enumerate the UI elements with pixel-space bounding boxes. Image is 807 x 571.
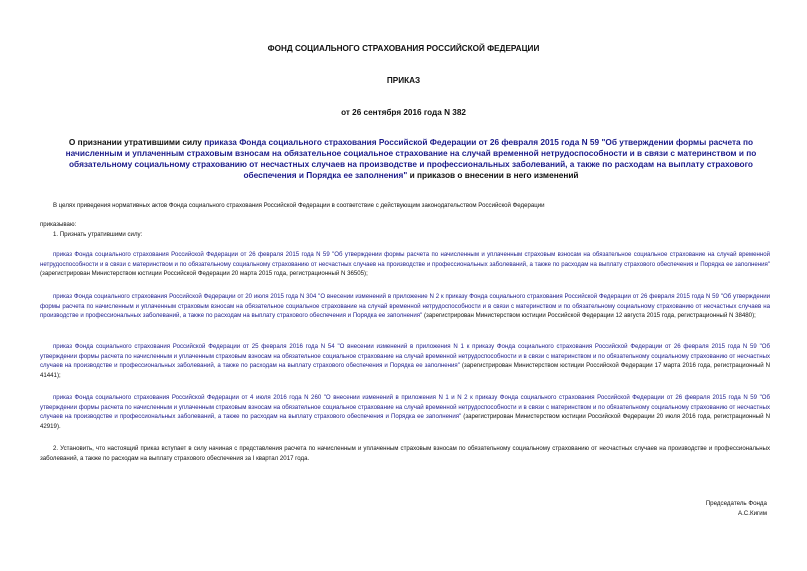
repealed-order-2-link[interactable]: приказ Фонда социального страхования Российской Федерации от 20 июля 2015 года N 304 "О внесении изменений в приложение N 2 к приказу Фонда социального страхования Российской Федерации от 26 февраля 2015 года N 59 "Об утверждении формы расчета по начисленным и уплаченным страховым взносам на обязательное социальное страхование на случай временной нетрудоспособности и в связи с материнством и по обязательному социальному страхованию от несчастных случаев на производстве и профессиональных заболеваний, а также по расходам на выплату страхового обеспечения и Порядка ее заполнения" (40, 293, 770, 319)
repealed-order-2 (40, 292, 770, 321)
signer-position: Председатель Фонда (705, 500, 767, 507)
title-suffix: и приказов о внесении в него изменений (407, 170, 579, 180)
repealed-order-1-link[interactable]: приказ Фонда социального страхования Российской Федерации от 26 февраля 2015 года N 59 "Об утверждении формы расчета по начисленным и уплаченным страховым взносам на обязательное социальное страхование на случай временной нетрудоспособности и в связи с материнством и по обязательному социальному страхованию от несчастных случаев на производстве и профессиональных заболеваний, а также по расходам на выплату страхового обеспечения и Порядка ее заполнения" (40, 251, 770, 268)
signature-block (706, 499, 767, 518)
repealed-order-4-link[interactable]: приказ Фонда социального страхования Российской Федерации от 4 июля 2016 года N 260 "О внесении изменений в приложения N 1 и N 2 к приказу Фонда социального страхования Российской Федерации от 26 февраля 2015 года N 59 "Об утверждении формы расчета по начисленным и уплаченным страховым взносам на обязательное социальное страхование на случай временной нетрудоспособности и в связи с материнством и по обязательному социальному страхованию от несчастных случаев на производстве и профессиональных заболеваний, а также по расходам на выплату страхового обеспечения и Порядка ее заполнения" (40, 394, 770, 420)
intro-paragraph: В целях приведения нормативных актов Фонда социального страхования Российской Федерации в соответствие с действующим законодательством Российской Федерации (53, 202, 545, 209)
organization-heading: ФОНД СОЦИАЛЬНОГО СТРАХОВАНИЯ РОССИЙСКОЙ ФЕДЕРАЦИИ (267, 44, 540, 53)
item-1: 1. Признать утратившими силу: (53, 231, 143, 238)
repealed-order-1-registration: (зарегистрирован Министерством юстиции Российской Федерации 20 марта 2015 года, регистрационный N 36505); (40, 270, 368, 277)
repealed-order-3 (40, 342, 770, 380)
document-date-number: от 26 сентября 2016 года N 382 (341, 108, 466, 117)
repealed-order-4 (40, 393, 770, 431)
signer-name: А.С.Кигим (737, 509, 767, 517)
item-2: 2. Установить, что настоящий приказ вступает в силу начиная с представления расчета по начисленным и уплаченным страховым взносам по обязательному социальному страхованию от несчастных случаев на производстве и профессиональных заболеваний, а также по расходам на выплату страхового обеспечения за I квартал 2017 года. (40, 445, 770, 462)
repealed-order-4-registration: (зарегистрирован Министерством юстиции Российской Федерации 20 июля 2016 года, регистрационный N 42919). (40, 413, 770, 430)
order-word: приказываю: (40, 221, 77, 228)
document-type: ПРИКАЗ (386, 76, 421, 85)
repealed-order-1 (40, 250, 770, 279)
title-prefix: О признании утратившими силу (68, 137, 205, 147)
title-link[interactable]: приказа Фонда социального страхования Российской Федерации от 26 февраля 2015 года N 59 "Об утверждении формы расчета по начисленным и уплаченным страховым взносам на обязательное социальное страхование на случай временной нетрудоспособности и в связи с материнством и по обязательному социальному страхованию от несчастных случаев на производстве и профессиональных заболеваний, а также по расходам на выплату страхового обеспечения и Порядка ее заполнения" (65, 137, 757, 180)
document-title (50, 137, 772, 181)
repealed-order-2-registration: (зарегистрирован Министерством юстиции Российской Федерации 12 августа 2015 года, регистрационный N 38480); (422, 312, 756, 319)
repealed-order-3-registration: (зарегистрирован Министерством юстиции Российской Федерации 17 марта 2016 года, регистрационный N 41441); (40, 362, 770, 379)
repealed-order-3-link[interactable]: приказ Фонда социального страхования Российской Федерации от 25 февраля 2016 года N 54 "О внесении изменений в приложения N 1 к приказу Фонда социального страхования Российской Федерации от 26 февраля 2015 года N 59 "Об утверждении формы расчета по начисленным и уплаченным страховым взносам на обязательное социальное страхование на случай временной нетрудоспособности и в связи с материнством и по обязательному социальному страхованию от несчастных случаев на производстве и профессиональных заболеваний, а также по расходам на выплату страхового обеспечения и Порядка ее заполнения" (40, 343, 770, 369)
